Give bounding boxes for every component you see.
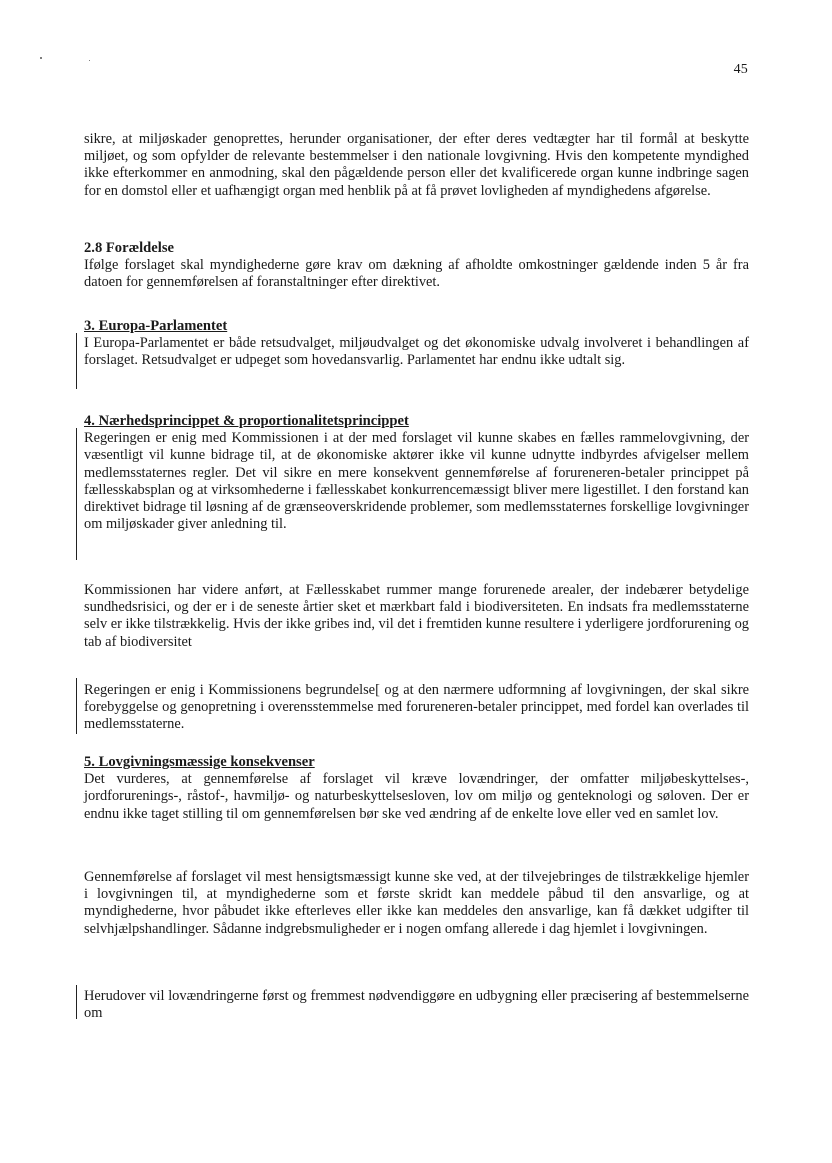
section-heading: 5. Lovgivningsmæssige konsekvenser <box>84 754 315 770</box>
section-5-paragraph-2 <box>84 869 749 938</box>
scan-speck <box>40 57 42 59</box>
section-text: Det vurderes, at gennemførelse af forslaget vil kræve lovændringer, der omfatter miljøbeskyttelses-, jordforurenings-, råstof-, havmiljø- og naturbeskyttelsesloven, lov om miljø og genteknologi og søloven. Der er endnu ikke taget stilling til om gennemførelsen bør ske ved ændring af de enkelte love eller ved en samlet lov. <box>84 771 749 822</box>
revision-bar <box>76 428 77 560</box>
section-5-paragraph-3 <box>84 988 749 1022</box>
section-text: Herudover vil lovændringerne først og fremmest nødvendiggøre en udbygning eller præcisering af bestemmelserne om <box>84 988 749 1022</box>
section-4-paragraph-2 <box>84 582 749 651</box>
section-text: Ifølge forslaget skal myndighederne gøre krav om dækning af afholdte omkostninger gældende inden 5 år fra datoen for gennemførelsen af foranstaltninger efter direktivet. <box>84 257 749 291</box>
section-5 <box>84 754 749 823</box>
revision-bar <box>76 985 77 1019</box>
section-4-paragraph-3 <box>84 682 749 734</box>
section-text: Kommissionen har videre anført, at Fællesskabet rummer mange forurenede arealer, der indebærer betydelige sundhedsrisici, og der er i de seneste årtier sket et mærkbart fald i biodiversiteten. En indsats fra medlemsstaterne selv er ikke tilstrækkelig. Hvis der ikke gribes ind, vil det i fremtiden kunne resultere i yderligere jordforurening og tab af biodiversitet <box>84 582 749 650</box>
page-number: 45 <box>733 62 748 77</box>
section-2-8 <box>84 240 749 292</box>
revision-bar <box>76 678 77 734</box>
section-heading: 3. Europa-Parlamentet <box>84 318 228 334</box>
section-heading: 2.8 Forældelse <box>84 240 174 256</box>
intro-text: sikre, at miljøskader genoprettes, herunder organisationer, der efter deres vedtægter har til formål at beskytte miljøet, og som opfylder de relevante bestemmelser i den nationale lovgivning. Hvis den kompetente myndighed ikke efterkommer en anmodning, skal den pågældende person eller det kvalificerede organ kunne indbringe sagen for en domstol eller et uafhængigt organ med henblik på at få prøvet lovligheden af myndighedens afgørelse. <box>84 131 749 199</box>
section-text: Gennemførelse af forslaget vil mest hensigtsmæssigt kunne ske ved, at der tilvejebringes de tilstrækkelige hjemler i lovgivningen til, at myndighederne som et første skridt kan meddele påbud til den ansvarlige, og at myndighederne, hvor påbudet ikke efterleves eller ikke kan meddeles den ansvarlige, kan få dækket udgifter til selvhjælpshandlinger. Sådanne indgrebsmuligheder er i nogen omfang allerede i dag hjemlet i lovgivningen. <box>84 869 749 937</box>
section-text: I Europa-Parlamentet er både retsudvalget, miljøudvalget og det økonomiske udvalg involveret i behandlingen af forslaget. Retsudvalget er udpeget som hovedansvarlig. Parlamentet har endnu ikke udtalt sig. <box>84 335 749 369</box>
section-4 <box>84 413 749 533</box>
section-text: Regeringen er enig med Kommissionen i at der med forslaget vil kunne skabes en fælles rammelovgivning, der væsentligt vil kunne bidrage til, at de økonomiske aktører ikke vil kunne udnytte indbyrdes afvigelser mellem medlemsstaternes regler. Det vil sikre en mere konsekvent gennemførelse af forureneren-betaler princippet på fællesskabsplan og at virksomhederne i fællesskabet konkurrencemæssigt bliver mere ligestillet. I den forstand kan direktivet bidrage til løsning af de grænseoverskridende problemer, som medlemsstaternes forskellige lovgivninger om miljøskader giver anledning til. <box>84 430 749 533</box>
section-3 <box>84 318 749 370</box>
intro-paragraph <box>84 131 749 200</box>
section-heading: 4. Nærhedsprincippet & proportionalitetsprincippet <box>84 413 409 429</box>
revision-bar <box>76 333 77 389</box>
section-text: Regeringen er enig i Kommissionens begrundelse[ og at den nærmere udformning af lovgivningen, der skal sikre forebyggelse og genopretning i overensstemmelse med forureneren-betaler princippet, med fordel kan overlades til medlemsstaterne. <box>84 682 749 733</box>
scan-speck <box>89 60 90 61</box>
